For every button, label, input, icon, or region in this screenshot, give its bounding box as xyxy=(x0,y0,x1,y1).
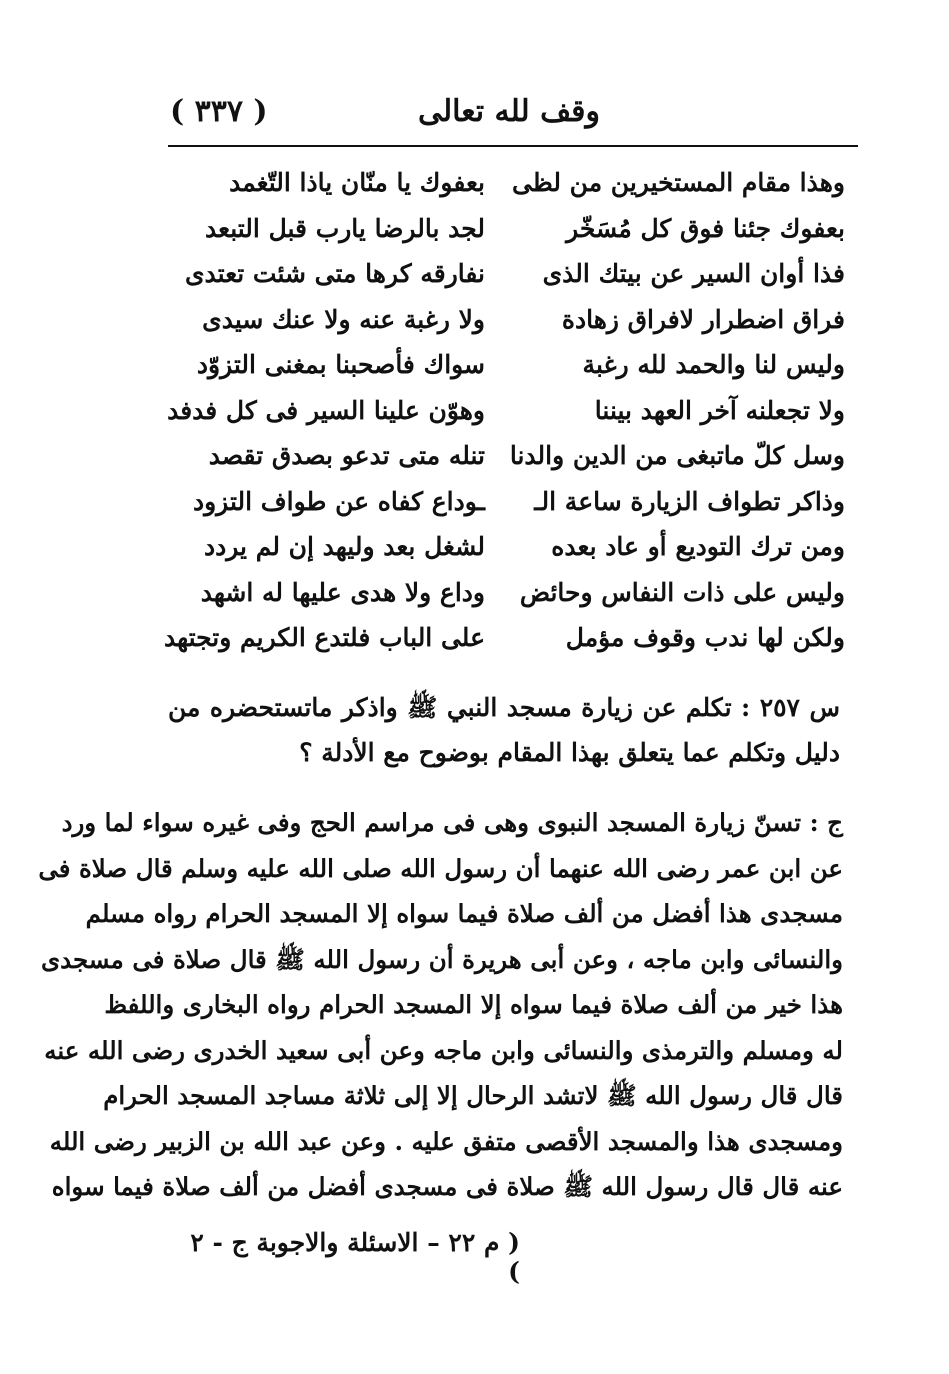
answer-line: ج : تسنّ زيارة المسجد النبوى وهى فى مراسم الحج وفى غيره سواء لما ورد xyxy=(61,808,843,837)
poem-block xyxy=(165,160,845,661)
verse-second-hemistich: لجد بالرضا يارب قبل التبعد xyxy=(205,213,485,243)
answer-paragraph xyxy=(38,800,843,1210)
question-paragraph: س ٢٥٧ : تكلم عن زيارة مسجد النبي ﷺ واذكر ماتستحضره من دليل وتكلم عما يتعلق بهذا المقام بوضوح مع الأدلة ؟ xyxy=(168,693,840,767)
verse-line xyxy=(165,206,845,252)
verse-first-hemistich: وهذا مقام المستخيرين من لظى xyxy=(512,168,845,197)
answer-line: ومسجدى هذا والمسجد الأقصى متفق عليه . وعن عبد الله بن الزبير رضى الله xyxy=(49,1126,843,1156)
verse-first-hemistich: فراق اضطرار لافراق زهادة xyxy=(561,304,845,334)
answer-line: مسجدى هذا أفضل من ألف صلاة فيما سواه إلا المسجد الحرام رواه مسلم xyxy=(85,899,843,928)
verse-second-hemistich: وداع ولا هدى عليها له اشهد xyxy=(200,577,485,607)
verse-line xyxy=(165,433,845,479)
page-footer: ( م ٢٢ – الاسئلة والاجوبة ج - ٢ ) xyxy=(190,1228,520,1286)
verse-second-hemistich: ـوداع كفاه عن طواف التزود xyxy=(192,486,485,516)
answer-line: له ومسلم والترمذى والنسائى وابن ماجه وعن أبى سعيد الخدرى رضى الله عنه xyxy=(44,1035,843,1065)
verse-first-hemistich: ولكن لها ندب وقوف مؤمل xyxy=(565,623,845,652)
verse-line xyxy=(165,297,845,343)
verse-first-hemistich: ومن ترك التوديع أو عاد بعده xyxy=(551,532,845,561)
verse-first-hemistich: بعفوك جئنا فوق كل مُسَخّر xyxy=(566,213,845,243)
page-number: ( ٣٣٧ ) xyxy=(170,94,268,129)
verse-first-hemistich: ولا تجعلنه آخر العهد بيننا xyxy=(594,395,845,425)
verse-line xyxy=(165,388,845,434)
verse-first-hemistich: وسل كلّ ماتبغى من الدين والدنا xyxy=(509,441,845,470)
verse-line xyxy=(165,160,845,206)
verse-second-hemistich: ولا رغبة عنه ولا عنك سيدى xyxy=(202,304,485,334)
answer-line: عن ابن عمر رضى الله عنهما أن رسول الله صلى الله عليه وسلم قال صلاة فى xyxy=(38,853,843,883)
page-title: وقف لله تعالى xyxy=(417,94,600,129)
answer-line: عنه قال قال رسول الله ﷺ صلاة فى مسجدى أفضل من ألف صلاة فيما سواه xyxy=(51,1172,843,1201)
verse-line xyxy=(165,524,845,570)
verse-line xyxy=(165,479,845,525)
answer-line: هذا خير من ألف صلاة فيما سواه إلا المسجد الحرام رواه البخارى واللفظ xyxy=(104,990,843,1019)
verse-second-hemistich: لشغل بعد وليهد إن لم يردد xyxy=(203,532,485,561)
verse-second-hemistich: سواك فأصحبنا بمغنى التزوّد xyxy=(196,350,485,379)
verse-first-hemistich: فذا أوان السير عن بيتك الذى xyxy=(542,259,845,288)
verse-first-hemistich: وذاكر تطواف الزيارة ساعة الـ xyxy=(534,486,845,516)
verse-line xyxy=(165,251,845,297)
answer-line: والنسائى وابن ماجه ، وعن أبى هريرة أن رسول الله ﷺ قال صلاة فى مسجدى xyxy=(40,944,843,974)
verse-second-hemistich: على الباب فلتدع الكريم وتجتهد xyxy=(163,623,485,652)
verse-second-hemistich: وهوّن علينا السير فى كل فدفد xyxy=(167,395,485,425)
answer-line: قال قال رسول الله ﷺ لاتشد الرحال إلا إلى ثلاثة مساجد المسجد الحرام xyxy=(103,1081,843,1110)
verse-second-hemistich: تنله متى تدعو بصدق تقصد xyxy=(208,441,485,470)
verse-first-hemistich: وليس لنا والحمد لله رغبة xyxy=(582,350,845,379)
page-header xyxy=(170,88,860,138)
verse-line xyxy=(165,570,845,616)
verse-line xyxy=(165,342,845,388)
header-divider xyxy=(168,145,858,147)
verse-first-hemistich: وليس على ذات النفاس وحائض xyxy=(519,577,845,607)
verse-line xyxy=(165,615,845,661)
verse-second-hemistich: نفارقه كرها متى شئت تعتدى xyxy=(184,259,485,288)
verse-second-hemistich: بعفوك يا منّان ياذا التّغمد xyxy=(229,168,485,197)
